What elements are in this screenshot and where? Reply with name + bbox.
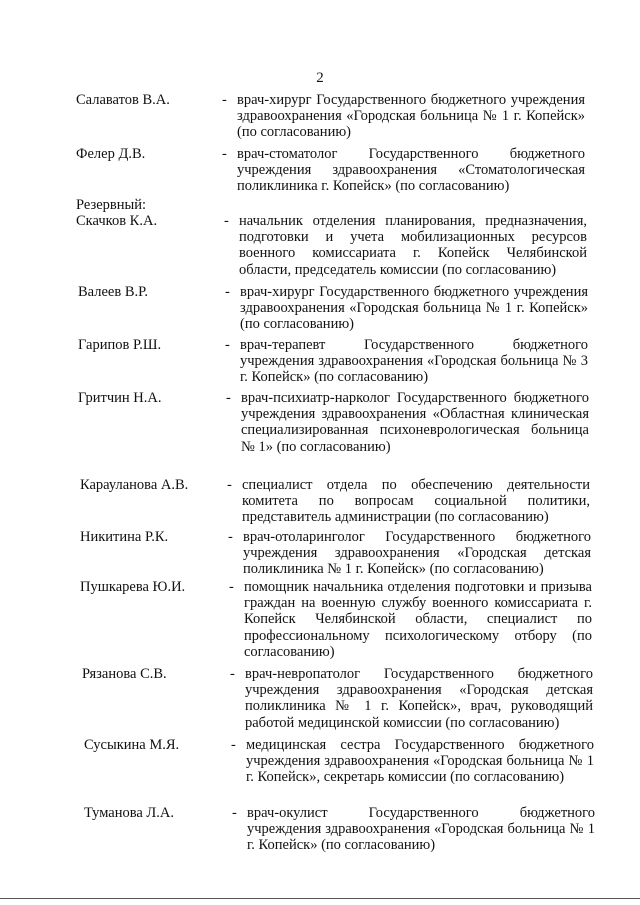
member-dash: - bbox=[228, 529, 233, 545]
member-description: врач-отоларинголог Государственного бюджетного учреждения здравоохранения «Городская детская поликлиника № 1 г. Копейск» (по согласованию) bbox=[243, 529, 591, 578]
member-description: врач-окулист Государственного бюджетного учреждения здравоохранения «Городская больница № 1 г. Копейск» (по согласованию) bbox=[247, 805, 595, 854]
member-dash: - bbox=[222, 146, 227, 162]
member-name: Пушкарева Ю.И. bbox=[80, 579, 186, 595]
member-name: Сусыкина М.Я. bbox=[84, 737, 180, 753]
member-name: Валеев В.Р. bbox=[78, 284, 148, 300]
member-description: медицинская сестра Государственного бюджетного учреждения здравоохранения «Городская больница № 1 г. Копейск», секретарь комиссии (по согласованию) bbox=[246, 737, 594, 786]
member-dash: - bbox=[225, 337, 230, 353]
member-dash: - bbox=[227, 477, 232, 493]
member-dash: - bbox=[222, 92, 227, 108]
member-description: врач-хирург Государственного бюджетного учреждения здравоохранения «Городская больница № 1 г. Копейск» (по согласованию) bbox=[240, 284, 588, 333]
member-description: помощник начальника отделения подготовки и призыва граждан на военную службу военного комиссариата г. Копейск Челябинской области, специалист по профессиональному психологическому отбору (по согласованию) bbox=[244, 579, 592, 660]
member-name: Фелер Д.В. bbox=[76, 146, 146, 162]
member-description: врач-психиатр-нарколог Государственного бюджетного учреждения здравоохранения «Областная клиническая специализированная психоневрологическая больница № 1» (по согласованию) bbox=[241, 390, 589, 455]
member-dash: - bbox=[232, 805, 237, 821]
member-description: врач-стоматолог Государственного бюджетного учреждения здравоохранения «Стоматологическая поликлиника г. Копейск» (по согласованию) bbox=[237, 146, 585, 195]
bottom-rule bbox=[0, 898, 640, 899]
member-dash: - bbox=[224, 213, 229, 229]
member-description: врач-невропатолог Государственного бюджетного учреждения здравоохранения «Городская детская поликлиника № 1 г. Копейск», врач, руководящий работой медицинской комиссии (по согласованию) bbox=[245, 666, 593, 731]
member-name: Скачков К.А. bbox=[76, 213, 158, 229]
member-name: Салаватов В.А. bbox=[76, 92, 170, 108]
member-name: Гарипов Р.Ш. bbox=[78, 337, 162, 353]
reserve-label: Резервный: bbox=[76, 197, 147, 213]
member-name: Никитина Р.К. bbox=[80, 529, 169, 545]
member-dash: - bbox=[226, 390, 231, 406]
member-description: врач-терапевт Государственного бюджетного учреждения здравоохранения «Городская больница № 3 г. Копейск» (по согласованию) bbox=[240, 337, 588, 386]
member-name: Туманова Л.А. bbox=[84, 805, 174, 821]
member-description: врач-хирург Государственного бюджетного учреждения здравоохранения «Городская больница № 1 г. Копейск» (по согласованию) bbox=[237, 92, 585, 141]
member-name: Карауланова А.В. bbox=[80, 477, 189, 493]
page-number: 2 bbox=[316, 70, 324, 86]
member-dash: - bbox=[231, 737, 236, 753]
member-dash: - bbox=[230, 666, 235, 682]
member-dash: - bbox=[225, 284, 230, 300]
member-description: специалист отдела по обеспечению деятельности комитета по вопросам социальной политики, представитель администрации (по согласованию) bbox=[242, 477, 590, 526]
member-name: Гритчин Н.А. bbox=[78, 390, 162, 406]
member-description: начальник отделения планирования, предназначения, подготовки и учета мобилизационных ресурсов военного комиссариата г. Копейск Челябинской области, председатель комиссии (по согласованию) bbox=[239, 213, 587, 278]
member-dash: - bbox=[229, 579, 234, 595]
member-name: Рязанова С.В. bbox=[82, 666, 167, 682]
